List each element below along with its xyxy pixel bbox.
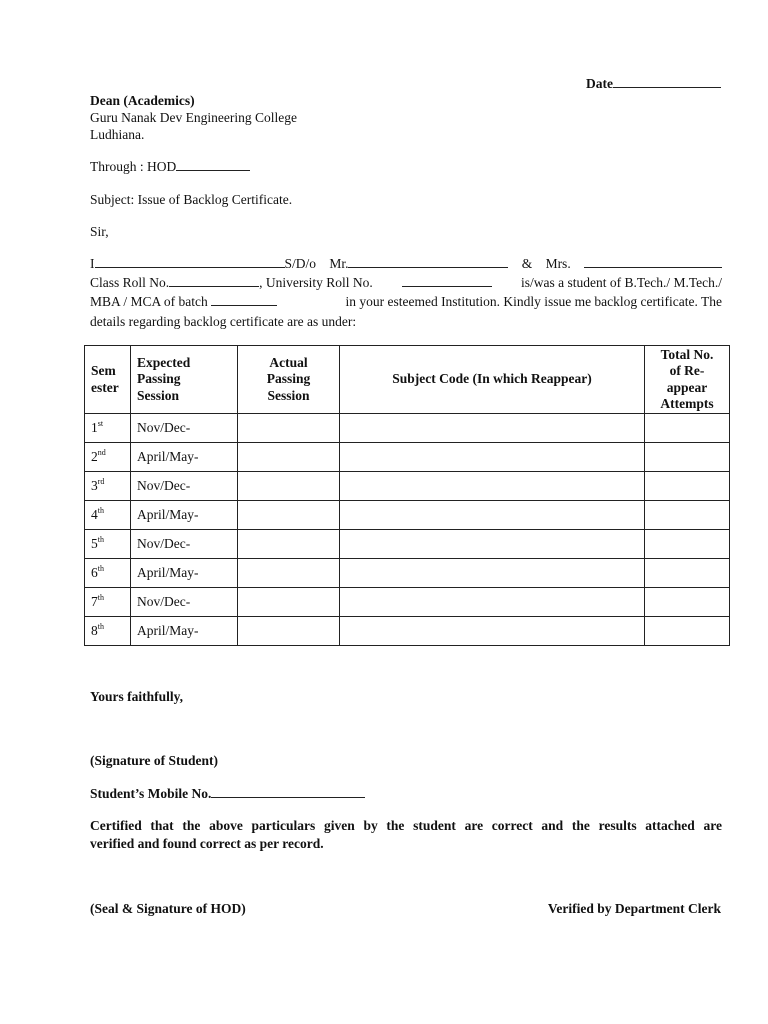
subject-code-cell[interactable] (340, 414, 645, 443)
expected-session-cell: Nov/Dec- (131, 414, 238, 443)
expected-session-cell: Nov/Dec- (131, 530, 238, 559)
batch-blank (211, 303, 277, 306)
semester-cell: 4th (85, 501, 131, 530)
mobile-field (90, 786, 365, 802)
actual-session-cell[interactable] (238, 501, 340, 530)
body-mr: Mr. (329, 256, 349, 271)
date-label: Date (586, 76, 613, 91)
header-actual-session: Actual Passing Session (238, 346, 340, 414)
closing: Yours faithfully, (90, 689, 184, 704)
subject-code-cell[interactable] (340, 530, 645, 559)
semester-cell: 8th (85, 617, 131, 646)
total-attempts-cell[interactable] (645, 472, 730, 501)
subject-code-cell[interactable] (340, 588, 645, 617)
actual-session-cell[interactable] (238, 414, 340, 443)
expected-session-cell: April/May- (131, 559, 238, 588)
expected-session-cell: Nov/Dec- (131, 472, 238, 501)
semester-cell: 7th (85, 588, 131, 617)
mother-name-blank (584, 265, 722, 268)
recipient-title: Dean (Academics) (90, 93, 195, 108)
body-mba: MBA / MCA of batch (90, 294, 208, 309)
actual-session-cell[interactable] (238, 559, 340, 588)
header-subject-code: Subject Code (In which Reappear) (340, 346, 645, 414)
semester-cell: 6th (85, 559, 131, 588)
body-rest: in your esteemed Institution. Kindly issue me backlog certificate. The (345, 294, 722, 309)
body-line-1 (90, 256, 722, 272)
total-attempts-cell[interactable] (645, 501, 730, 530)
body-i: I (90, 256, 95, 271)
seal-hod: (Seal & Signature of HOD) (90, 901, 246, 916)
verified-by: Verified by Department Clerk (547, 901, 721, 916)
mobile-blank (211, 795, 365, 798)
actual-session-cell[interactable] (238, 617, 340, 646)
header-semester: Sem ester (85, 346, 131, 414)
semester-cell: 2nd (85, 443, 131, 472)
name-blank (95, 265, 285, 268)
table-row (85, 588, 730, 617)
semester-cell: 5th (85, 530, 131, 559)
subject-line: Subject: Issue of Backlog Certificate. (90, 192, 293, 207)
date-field (586, 76, 721, 92)
body-mrs: Mrs. (545, 256, 571, 271)
date-blank (613, 85, 721, 88)
expected-session-cell: April/May- (131, 443, 238, 472)
table-row (85, 443, 730, 472)
actual-session-cell[interactable] (238, 530, 340, 559)
expected-session-cell: April/May- (131, 501, 238, 530)
body-amp: & (521, 256, 533, 271)
total-attempts-cell[interactable] (645, 588, 730, 617)
total-attempts-cell[interactable] (645, 559, 730, 588)
certification-line-1: Certified that the above particulars given by the student are correct and the results attached are (90, 818, 722, 833)
table-header-row (85, 346, 730, 414)
certification-line-2: verified and found correct as per record. (90, 836, 324, 851)
table-row (85, 559, 730, 588)
table-row (85, 414, 730, 443)
total-attempts-cell[interactable] (645, 443, 730, 472)
header-total-attempts: Total No. of Re- appear Attempts (645, 346, 730, 414)
expected-session-cell: Nov/Dec- (131, 588, 238, 617)
total-attempts-cell[interactable] (645, 414, 730, 443)
through-line (90, 159, 250, 175)
total-attempts-cell[interactable] (645, 530, 730, 559)
body-univ-roll: , University Roll No. (259, 275, 373, 290)
mobile-label: Student’s Mobile No. (90, 786, 212, 801)
actual-session-cell[interactable] (238, 588, 340, 617)
through-label: Through : HOD (90, 159, 177, 174)
body-student-of: is/was a student of B.Tech./ M.Tech./ (521, 275, 722, 290)
semester-cell: 1st (85, 414, 131, 443)
body-sdo: S/D/o (284, 256, 317, 271)
table-row (85, 501, 730, 530)
recipient-college: Guru Nanak Dev Engineering College (90, 110, 297, 125)
table-row (85, 617, 730, 646)
body-line-4: details regarding backlog certificate are as under: (90, 314, 357, 329)
father-name-blank (348, 265, 508, 268)
actual-session-cell[interactable] (238, 472, 340, 501)
subject-code-cell[interactable] (340, 472, 645, 501)
body-class-roll: Class Roll No. (90, 275, 170, 290)
actual-session-cell[interactable] (238, 443, 340, 472)
salutation: Sir, (90, 224, 109, 239)
recipient-city: Ludhiana. (90, 127, 145, 142)
table-row (85, 530, 730, 559)
table-row (85, 472, 730, 501)
signature-student: (Signature of Student) (90, 753, 219, 768)
expected-session-cell: April/May- (131, 617, 238, 646)
body-line-3 (90, 294, 722, 310)
subject-code-cell[interactable] (340, 501, 645, 530)
class-roll-blank (169, 284, 259, 287)
total-attempts-cell[interactable] (645, 617, 730, 646)
univ-roll-blank (402, 284, 492, 287)
subject-code-cell[interactable] (340, 443, 645, 472)
hod-blank (176, 168, 250, 171)
subject-code-cell[interactable] (340, 617, 645, 646)
header-expected-session: Expected Passing Session (131, 346, 238, 414)
body-line-2 (90, 275, 722, 291)
subject-code-cell[interactable] (340, 559, 645, 588)
backlog-table (84, 345, 730, 646)
semester-cell: 3rd (85, 472, 131, 501)
